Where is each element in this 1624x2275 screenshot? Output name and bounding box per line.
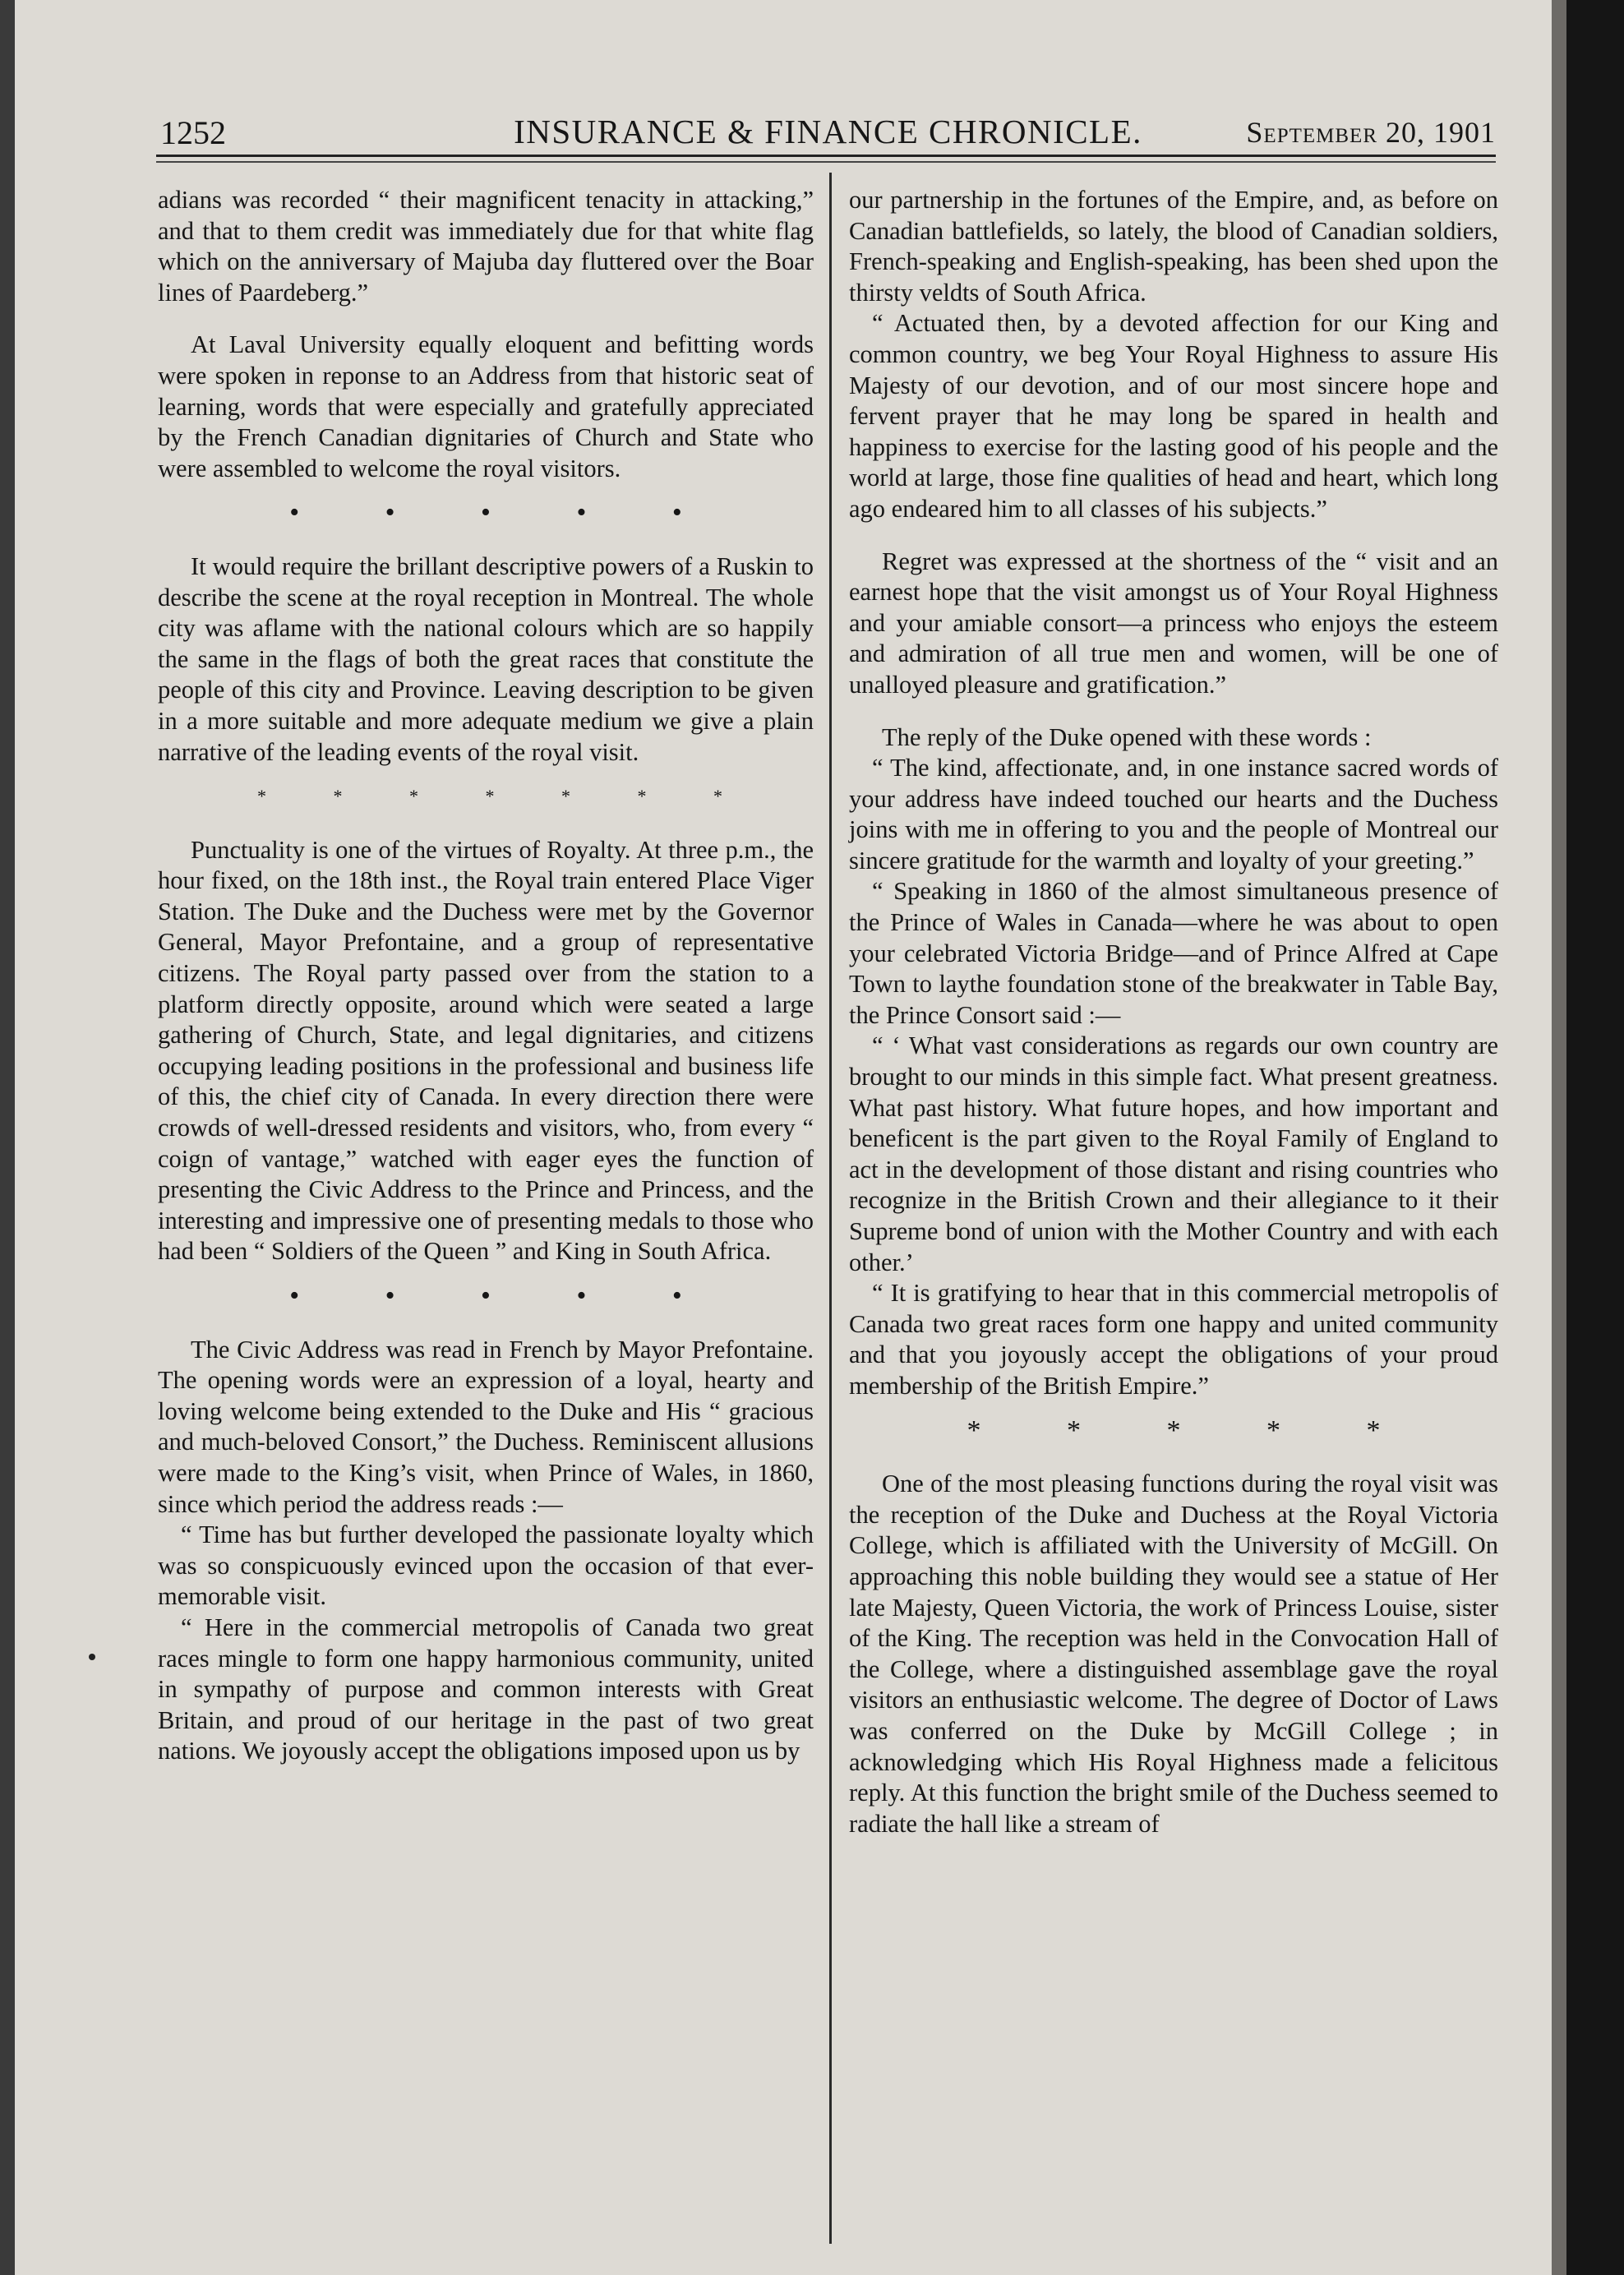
page-left-shadow bbox=[0, 0, 15, 2275]
section-separator: • • • • • bbox=[289, 497, 722, 528]
page-number: 1252 bbox=[160, 114, 226, 151]
right-paragraph-1: our partnership in the fortunes of the Empire, and, as before on Canadian battlefields, so lately, the blood of Canadian soldiers, French-speaking and English-speaking, has been shed upon the thirsty veldts of South Africa. bbox=[849, 186, 1498, 307]
header-rule-thin bbox=[156, 161, 1496, 163]
left-paragraph-6: “ Time has but further developed the passionate loyalty which was so conspicuously evinced upon the occasion of that ever-memorable visit. bbox=[158, 1521, 814, 1611]
left-paragraph-3: It would require the brillant descriptive powers of a Ruskin to describe the scene at the royal reception in Montreal. The whole city was aflame with the national colours which are so happily the same in the flags of both the great races that constitute the people of this city and Province. Leaving description to be given in a more suitable and more adequate medium we give a plain narrative of the leading events of the royal visit. bbox=[158, 551, 814, 766]
right-paragraph-9: One of the most pleasing functions during the royal visit was the reception of the Duke and Duchess at the Royal Victoria College, which is affiliated with the University of McGill. On approaching this noble building they would see a statue of Her late Majesty, Queen Victoria, the work of Princess Louise, sister of the King. The reception was held in the Convocation Hall of the College, where a distinguished assemblage gave the royal visitors an enthusiastic welcome. The degree of Doctor of Laws was conferred on the Duke by McGill College ; in acknowledging which His Royal Highness made a felicitous reply. At this function the bright smile of the Duchess seemed to radiate the hall like a stream of bbox=[849, 1470, 1498, 1838]
section-separator: * * * * * bbox=[967, 1414, 1420, 1446]
left-paragraph-7: “ Here in the commercial metropolis of Canada two great races mingle to form one happy harmonious community, united in sympathy of purpose and common interests with Great Britain, and proud of our heritage in the past of two great nations. We joyously accept the obligations imposed upon us by bbox=[158, 1613, 814, 1765]
right-paragraph-2: “ Actuated then, by a devoted affection for our King and common country, we beg Your Royal Highness to assure His Majesty of our devotion, and of our most sincere hope and fervent prayer that he may long be spared in health and happiness to exercise for the lasting good of his people and the world at large, those fine qualities of head and heart, which long ago endeared him to all classes of his subjects.” bbox=[849, 309, 1498, 523]
section-separator: * * * * * * * bbox=[257, 786, 754, 807]
left-paragraph-4: Punctuality is one of the virtues of Royalty. At three p.m., the hour fixed, on the 18th inst., the Royal train entered Place Viger Station. The Duke and the Duchess were met by the Governor General, Mayor Prefontaine, and a group of representative citizens. The Royal party passed over from the station to a platform directly opposite, around which were seated a large gathering of Church, State, and legal dignitaries, and citizens occupying leading positions in the professional and business life of this, the chief city of Canada. In every direction there were crowds of well-dressed residents and visitors, who, from every “ coign of vantage,” watched with eager eyes the function of presenting the Civic Address to the Prince and Princess, and the interesting and impressive one of presenting medals to those who had been “ Soldiers of the Queen ” and King in South Africa. bbox=[158, 835, 814, 1266]
column-divider bbox=[829, 173, 832, 2244]
left-paragraph-2: At Laval University equally eloquent and befitting words were spoken in reponse to an Address from that historic seat of learning, words that were especially and gratefully appreciated by the French Canadian dignitaries of Church and State who were assembled to welcome the royal visitors. bbox=[158, 330, 814, 482]
right-paragraph-8: “ It is gratifying to hear that in this commercial metropolis of Canada two great races form one happy and united community and that you joyously accept the obligations of your proud membership of the British Empire.” bbox=[849, 1279, 1498, 1400]
right-paragraph-3: Regret was expressed at the shortness of the “ visit and an earnest hope that the visit amongst us of Your Royal Highness and your amiable consort—a princess who enjoys the esteem and admiration of all true men and women, will be one of unalloyed pleasure and gratification.” bbox=[849, 547, 1498, 699]
right-paragraph-7: “ ‘ What vast considerations as regards our own country are brought to our minds in this simple fact. What present greatness. What past history. What future hopes, and how important and beneficent is the part given to the Royal Family of England to act in the development of those distant and rising countries who recognize in the British Crown and their allegiance to it their Supreme bond of union with the Mother Country and with each other.’ bbox=[849, 1031, 1498, 1276]
right-paragraph-6: “ Speaking in 1860 of the almost simultaneous presence of the Prince of Wales in Canada—where he was about to open your celebrated Victoria Bridge—and of Prince Alfred at Cape Town to laythe foundation stone of the breakwater in Table Bay, the Prince Consort said :— bbox=[849, 877, 1498, 1029]
section-separator: • • • • • bbox=[289, 1281, 722, 1311]
book-spine bbox=[1566, 0, 1624, 2275]
left-paragraph-1: adians was recorded “ their magnificent tenacity in attacking,” and that to them credit was immediately due for that white flag which on the anniversary of Majuba day fluttered over the Boar lines of Paardeberg.” bbox=[158, 186, 814, 307]
left-paragraph-5: The Civic Address was read in French by Mayor Prefontaine. The opening words were an expression of a loyal, hearty and loving welcome being extended to the Duke and His “ gracious and much-beloved Consort,” the Duchess. Reminiscent allusions were made to the King’s visit, when Prince of Wales, in 1860, since which period the address reads :— bbox=[158, 1335, 814, 1518]
page-header bbox=[160, 99, 1496, 151]
right-column bbox=[849, 185, 1498, 1839]
ink-speck bbox=[89, 1654, 95, 1660]
binding-edge bbox=[1552, 0, 1566, 2275]
right-paragraph-5: “ The kind, affectionate, and, in one instance sacred words of your address have indeed touched our hearts and the Duchess joins with me in offering to you and the people of Montreal our sincere gratitude for the warmth and loyalty of your greeting.” bbox=[849, 754, 1498, 874]
left-column bbox=[158, 185, 814, 1767]
issue-date: September 20, 1901 bbox=[1246, 116, 1496, 149]
header-rule bbox=[156, 155, 1496, 157]
publication-title: INSURANCE & FINANCE CHRONICLE. bbox=[514, 113, 1142, 150]
right-paragraph-4: The reply of the Duke opened with these words : bbox=[882, 722, 1372, 751]
